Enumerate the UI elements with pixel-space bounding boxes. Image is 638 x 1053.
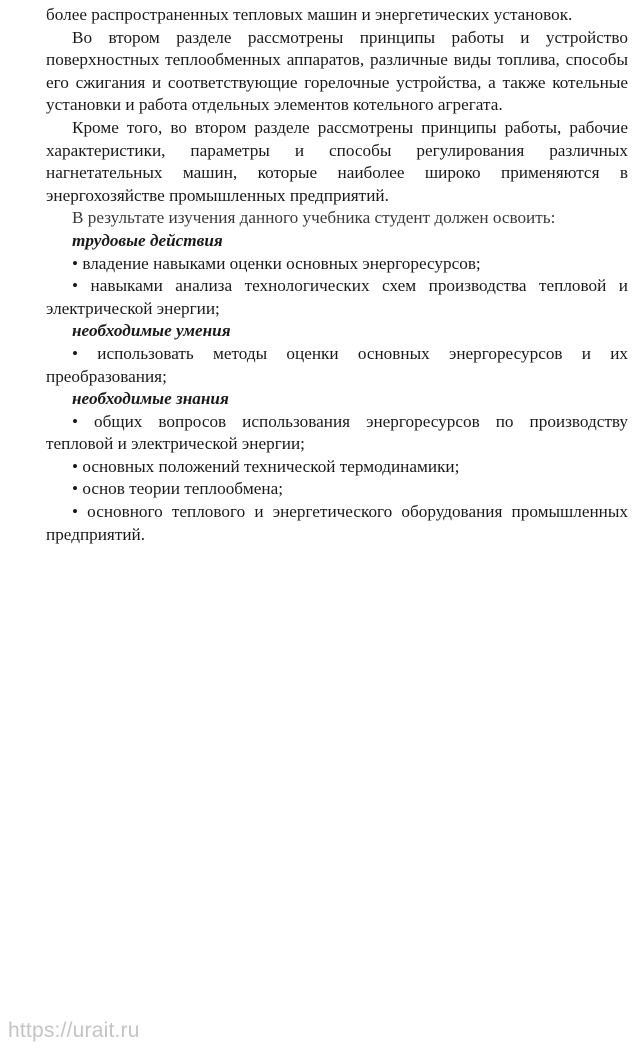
document-page [46,4,628,546]
paragraph-continuation: более распространенных тепловых машин и энергетических установок. [46,5,573,24]
section-heading: необходимые знания [72,389,229,409]
bullet-item: • основ теории теплообмена; [72,479,283,499]
paragraph-learning-outcomes-intro: В результате изучения данного учебника студент должен освоить: [72,208,556,228]
bullet-item: • основного теплового и энергетического оборудования промышленных предприятий. [46,502,628,544]
section-labor-actions [46,230,628,320]
paragraph-second-section-machines: Кроме того, во втором разделе рассмотрены принципы работы, рабочие характеристики, параметры и способы регулирования различных нагнетательных машин, которые наиболее широко применяются в энергохозяйстве промышленных предприятий. [46,117,628,205]
section-required-knowledge [46,388,628,546]
paragraph-second-section-heat-exchangers: Во втором разделе рассмотрены принципы работы и устройство поверхностных теплообменных аппаратов, различные виды топлива, способы его сжигания и соответствующие горелочные устройства, а также котельные установки и работа отдельных элементов котельного агрегата. [46,27,628,115]
bullet-item: • использовать методы оценки основных энергоресурсов и их преобразования; [46,343,628,386]
section-heading: необходимые умения [72,321,231,341]
bullet-item: • общих вопросов использования энергоресурсов по производству тепловой и электрической энергии; [46,411,628,454]
bullet-item: • владение навыками оценки основных энергоресурсов; [72,253,481,273]
section-required-skills [46,320,628,388]
bullet-item: • навыками анализа технологических схем производства тепловой и электрической энергии; [46,276,628,318]
bullet-item: • основных положений технической термодинамики; [72,456,460,476]
section-heading: трудовые действия [72,230,223,250]
watermark-url: https://urait.ru [8,1019,140,1042]
